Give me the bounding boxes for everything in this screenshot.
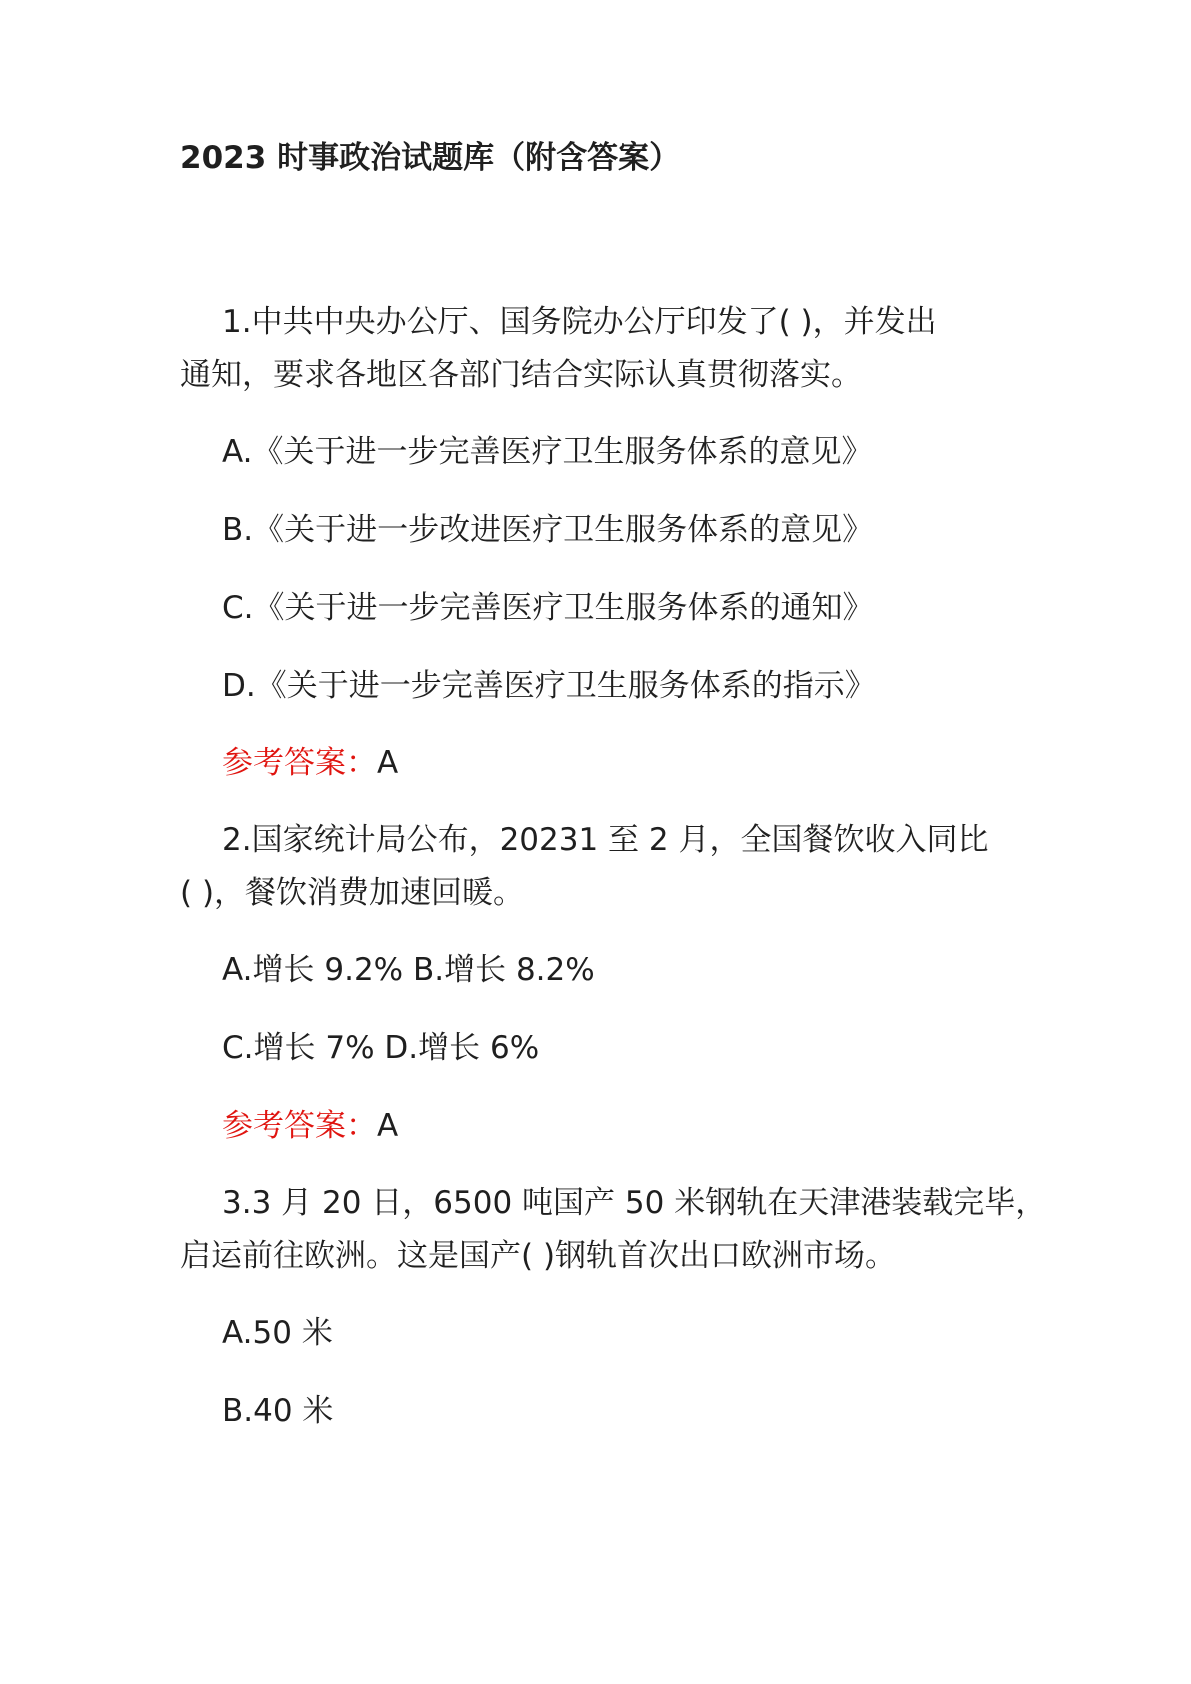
question-3-option-a: A.50 米 [222,1315,333,1351]
question-2-answer [222,1106,398,1146]
question-3-option-b: B.40 米 [222,1393,334,1429]
answer-value: A [377,1108,399,1144]
question-3-stem-line-2: 启运前往欧洲。这是国产( )钢轨首次出口欧洲市场。 [180,1238,897,1274]
page-title: 2023 时事政治试题库（附含答案） [180,140,681,176]
question-3-stem-line-1: 3.3 月 20 日，6500 吨国产 50 米钢轨在天津港装载完毕， [222,1185,1047,1221]
answer-value: A [377,745,399,781]
question-1-option-d: D.《关于进一步完善医疗卫生服务体系的指示》 [222,668,876,704]
question-1-option-b: B.《关于进一步改进医疗卫生服务体系的意见》 [222,512,874,548]
answer-label: 参考答案： [222,1108,377,1144]
question-1-answer [222,743,398,783]
question-1-stem-line-2: 通知，要求各地区各部门结合实际认真贯彻落实。 [180,357,862,393]
question-1-option-a: A.《关于进一步完善医疗卫生服务体系的意见》 [222,434,873,470]
question-1-option-c: C.《关于进一步完善医疗卫生服务体系的通知》 [222,590,874,626]
question-2-stem-line-2: ( )，餐饮消费加速回暖。 [180,875,525,911]
question-1-stem-line-1: 1.中共中央办公厅、国务院办公厅印发了( )，并发出 [222,304,937,340]
answer-label: 参考答案： [222,745,377,781]
question-2-stem-line-1: 2.国家统计局公布，20231 至 2 月，全国餐饮收入同比 [222,822,989,858]
question-2-options-row-2: C.增长 7% D.增长 6% [222,1030,540,1066]
question-2-options-row-1: A.增长 9.2% B.增长 8.2% [222,952,595,988]
